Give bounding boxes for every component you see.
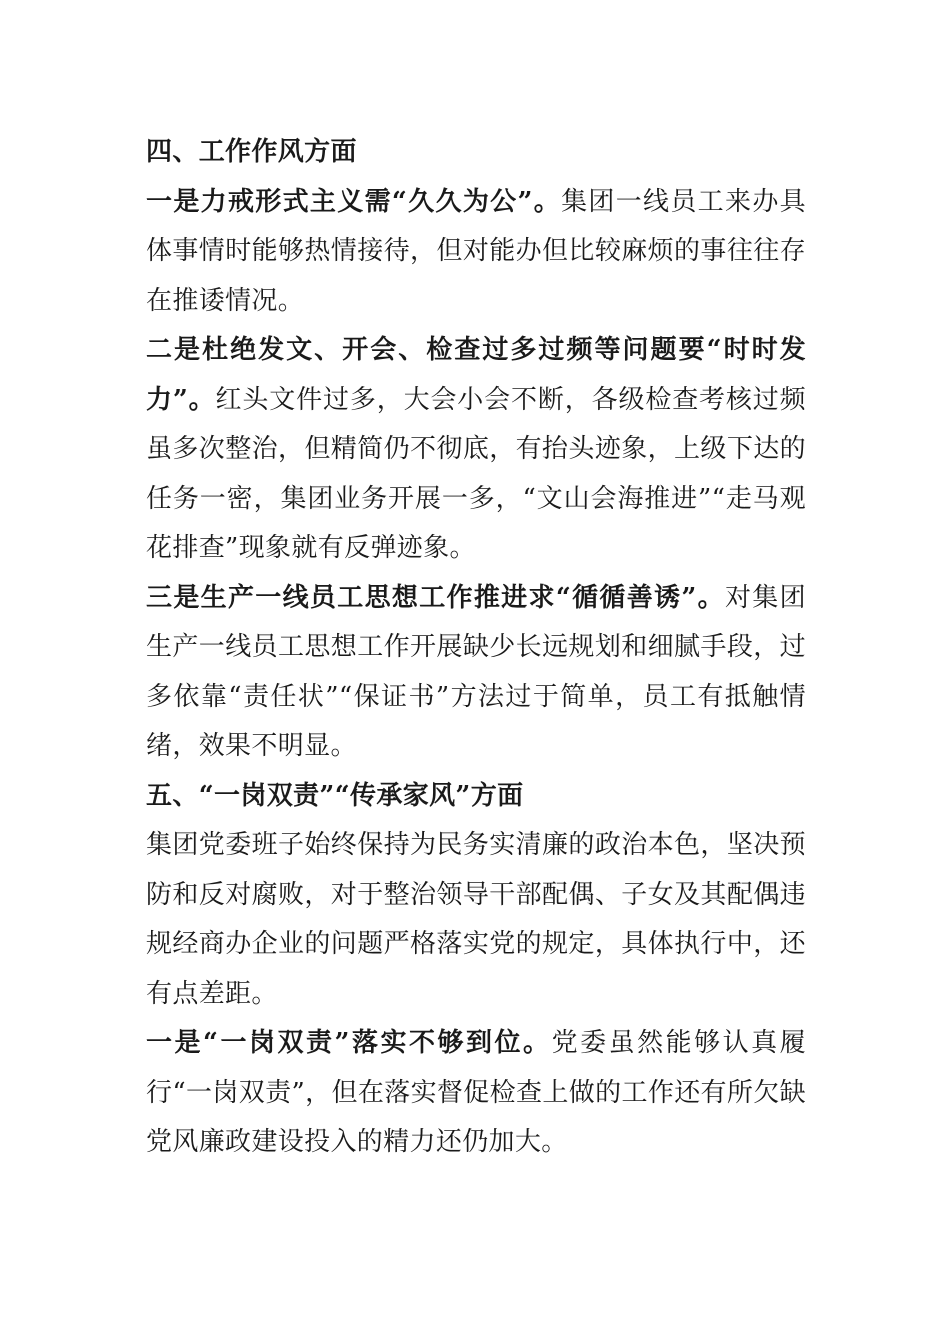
- paragraph-formalism: [146, 178, 806, 327]
- document-body: [146, 128, 806, 1168]
- paragraph-lead: 二是杜绝发文、开会、检查过多过频等问题要“时时发力”。: [146, 335, 806, 415]
- paragraph-lead: 一是“一岗双责”落实不够到位。: [146, 1028, 552, 1058]
- paragraph-lead: 三是生产一线员工思想工作推进求“循循善诱”。: [146, 582, 725, 613]
- paragraph-body: 对集团生产一线员工思想工作开展缺少长远规划和细腻手段，过多依靠“责任状”“保证书”方法过于简单，员工有抵触情绪，效果不明显。: [146, 582, 806, 761]
- section-heading-dual-duty: 五、“一岗双责”“传承家风”方面: [146, 780, 524, 811]
- section-heading-work-style: 四、工作作风方面: [146, 137, 357, 167]
- paragraph-meetings: [146, 326, 806, 574]
- paragraph-body: 红头文件过多，大会小会不断，各级检查考核过频虽多次整治，但精简仍不彻底，有抬头迹象，上级下达的任务一密，集团业务开展一多，“文山会海推进”“走马观花排查”现象就有反弹迹象。: [146, 384, 806, 563]
- paragraph-lead: 一是力戒形式主义需“久久为公”。: [146, 186, 562, 217]
- paragraph-body: 党委虽然能够认真履行“一岗双责”，但在落实督促检查上做的工作还有所欠缺党风廉政建设投入的精力还仍加大。: [146, 1028, 806, 1157]
- paragraph-section5-intro: 集团党委班子始终保持为民务实清廉的政治本色，坚决预防和反对腐败，对于整治领导干部配偶、子女及其配偶违规经商办企业的问题严格落实党的规定，具体执行中，还有点差距。: [146, 830, 806, 1009]
- paragraph-body: 集团一线员工来办具体事情时能够热情接待，但对能办但比较麻烦的事往往存在推诿情况。: [146, 186, 806, 316]
- paragraph-dual-duty: [146, 1019, 806, 1168]
- paragraph-staff-thinking: [146, 574, 806, 772]
